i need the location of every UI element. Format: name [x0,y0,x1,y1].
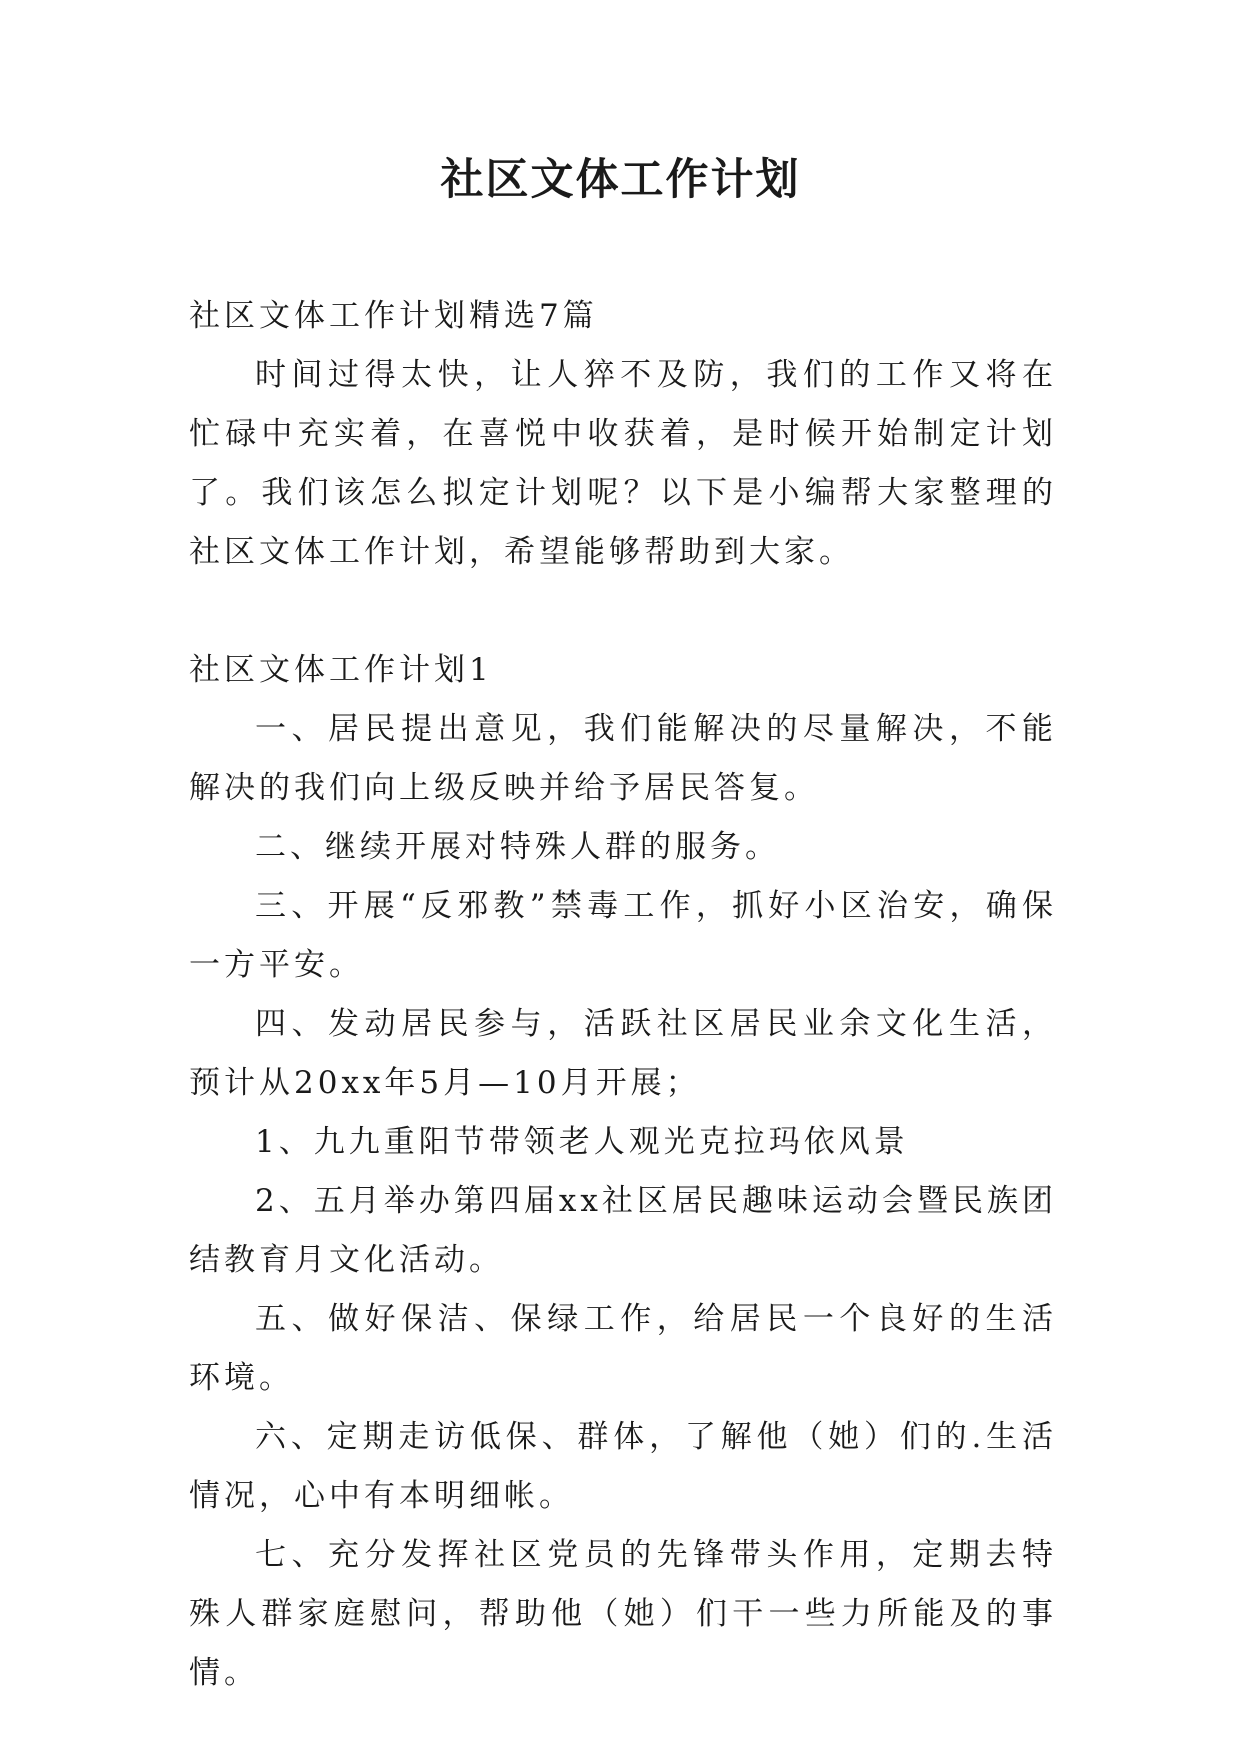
paragraph-subitem-1: 1、九九重阳节带领老人观光克拉玛依风景 [255,1124,909,1160]
paragraph-subtitle: 社区文体工作计划精选7篇 [189,298,598,334]
paragraph-subitem-2: 2、五月举办第四届xx社区居民趣味运动会暨民族团结教育月文化活动。 [189,1183,1057,1278]
paragraph-item-5: 五、做好保洁、保绿工作，给居民一个良好的生活环境。 [189,1301,1057,1396]
paragraph-intro: 时间过得太快，让人猝不及防，我们的工作又将在忙碌中充实着，在喜悦中收获着，是时候开始制定计划了。我们该怎么拟定计划呢？以下是小编帮大家整理的社区文体工作计划，希望能够帮助到大家。 [189,357,1057,570]
paragraph-item-6: 六、定期走访低保、群体，了解他（她）们的.生活情况，心中有本明细帐。 [189,1419,1057,1514]
paragraph-item-2: 二、继续开展对特殊人群的服务。 [255,829,780,865]
section-heading: 社区文体工作计划1 [189,652,493,688]
document-body [189,287,1057,1703]
paragraph-item-7: 七、充分发挥社区党员的先锋带头作用，定期去特殊人群家庭慰问，帮助他（她）们干一些力所能及的事情。 [189,1537,1057,1691]
paragraph-item-4: 四、发动居民参与，活跃社区居民业余文化生活，预计从20xx年5月—10月开展； [189,1006,1057,1101]
paragraph-item-3: 三、开展“反邪教”禁毒工作，抓好小区治安，确保一方平安。 [189,888,1057,983]
paragraph-item-1: 一、居民提出意见，我们能解决的尽量解决，不能解决的我们向上级反映并给予居民答复。 [189,711,1057,806]
document-title: 社区文体工作计划 [440,155,801,205]
